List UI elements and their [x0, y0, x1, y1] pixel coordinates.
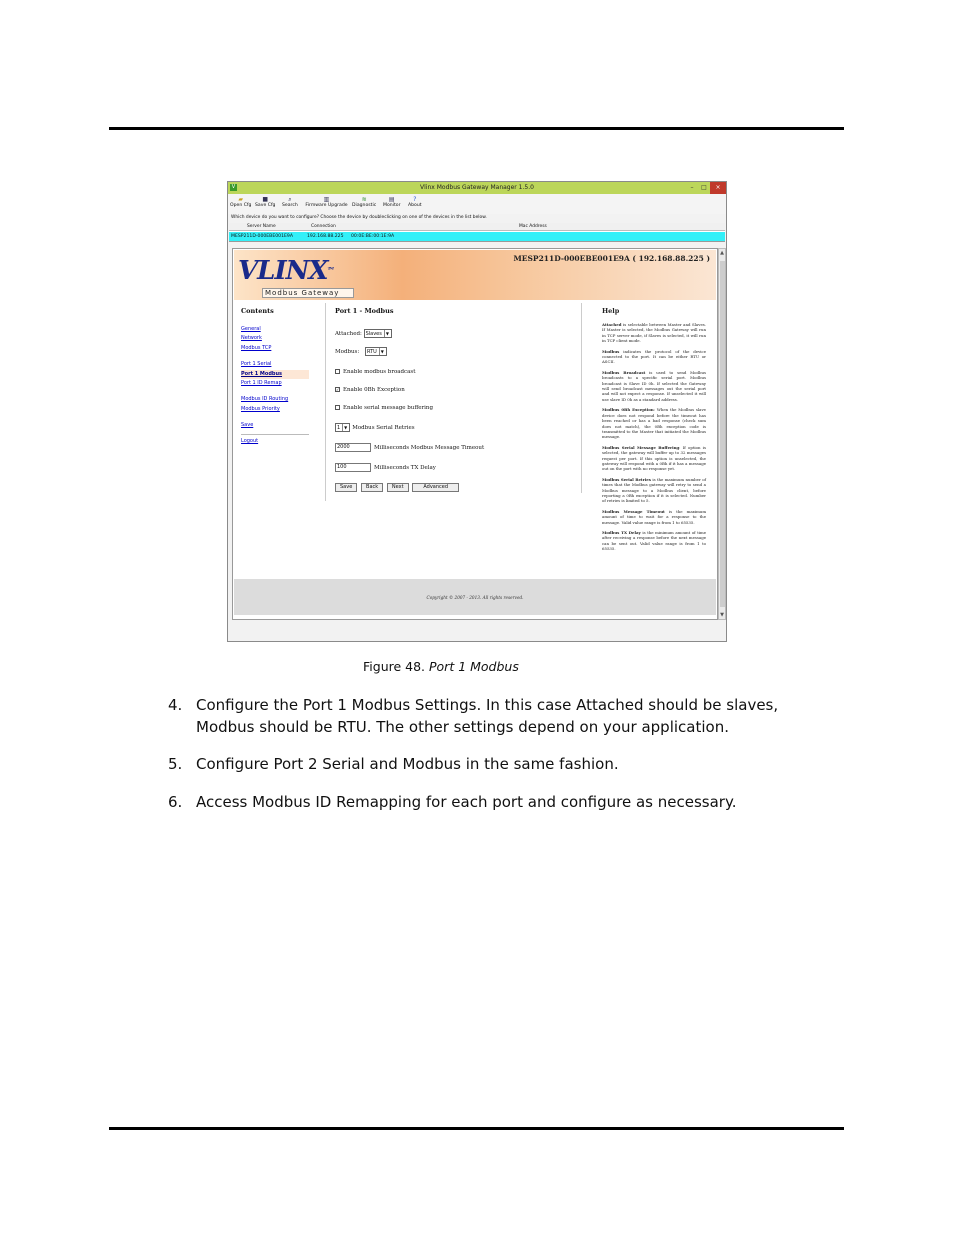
device-list [229, 223, 725, 242]
retries-label: Modbus Serial Retries [352, 425, 415, 431]
header-rule [109, 127, 844, 130]
attached-select[interactable]: Slaves ▼ [364, 329, 392, 338]
txdelay-label: Milliseconds TX Delay [374, 465, 436, 471]
form-title: Port 1 - Modbus [335, 307, 394, 315]
help-paragraph: Modbus 0Bh Exception: When the Modbus slave device does not respond before the timeout has been reached or has a bad response (check sum does not match), the 0Bh exception code is transmitted to the Master that initiated the Modbus message. [602, 407, 706, 440]
nav-port1-modbus[interactable]: Port 1 Modbus [241, 370, 309, 379]
screenshot-figure [227, 181, 727, 642]
back-button[interactable]: Back [361, 483, 383, 492]
port-modbus-form [335, 307, 485, 490]
divider [581, 303, 582, 493]
help-paragraph: Modbus Serial Retries is the maximum number of times that the Modbus gateway will retry to send a Modbus message to a Modbus client, before reporting a 0Bh exception if it is selected. Number of retries is limited to 5. [602, 476, 707, 504]
app-icon: V [231, 184, 236, 190]
scroll-down-icon[interactable]: ▼ [720, 612, 724, 618]
config-webpage [232, 248, 718, 620]
retries-select[interactable]: 1 ▼ [335, 423, 350, 432]
firmware-icon: ▥ [323, 196, 330, 203]
modbus-label: Modbus: [335, 349, 360, 355]
scrollbar-thumb[interactable] [720, 261, 725, 607]
device-prompt: Which device do you want to configure? Choose the device by doubleclicking on one of the devices in the list below. [231, 215, 487, 220]
copyright-text: Copyright © 2007 - 2013. All rights reserved. [426, 595, 524, 600]
help-paragraph: Modbus Serial Message Buffering: If option is selected, the gateway will buffer up to 32 messages request per port. If this option is unselected, the gateway will respond with a 0Bh if it has a message out on the port with no response yet. [602, 444, 706, 472]
device-row[interactable] [229, 232, 725, 241]
modbus-select[interactable]: RTU ▼ [365, 347, 387, 356]
vertical-scrollbar[interactable] [718, 248, 726, 620]
save-button[interactable]: Save [335, 483, 357, 492]
question-icon: ? [413, 196, 417, 203]
diagnostic-button[interactable]: ≋ Diagnostic [352, 196, 377, 208]
timeout-label: Milliseconds Modbus Message Timeout [374, 445, 485, 451]
about-button[interactable]: ? About [408, 196, 422, 208]
figure-caption: Figure 48. Port 1 Modbus [363, 659, 519, 674]
buffering-label: Enable serial message buffering [343, 405, 433, 411]
save-cfg-button[interactable]: ■ Save Cfg [255, 196, 276, 208]
nav-modbus-tcp[interactable]: Modbus TCP [241, 344, 272, 351]
device-ip: 192.168.88.225 [307, 234, 344, 239]
buffering-checkbox[interactable] [335, 405, 340, 410]
close-button[interactable]: × [710, 182, 726, 194]
device-name: MESP211D-000EBE001E9A [231, 234, 293, 239]
nav-modbus-priority[interactable]: Modbus Priority [241, 405, 280, 412]
chevron-down-icon: ▼ [385, 331, 389, 336]
column-header[interactable]: Connection [311, 224, 336, 229]
vlinx-logo: VLINX™ [238, 256, 333, 286]
help-paragraph: Modbus Message Timeout is the maximum amount of time to wait for a response to the message. Valid value range is from 1 to 65535. [602, 508, 707, 525]
banner [234, 250, 716, 300]
attached-label: Attached: [335, 331, 362, 337]
firmware-upgrade-button[interactable]: ▥ Firmware Upgrade [305, 196, 348, 208]
window-title: Vlinx Modbus Gateway Manager 1.5.0 [420, 184, 534, 191]
help-paragraph: Modbus Broadcast is used to send Modbus broadcasts to a specific serial port. Modbus broadcast is Slave ID 0h. If selected the Gateway will send broadcast messages out the serial port and will not expect a response. If unselected it will use slave ID 0h as a standard address. [602, 369, 706, 402]
nav-modbus-id-routing[interactable]: Modbus ID Routing [241, 396, 289, 403]
scroll-up-icon[interactable]: ▲ [720, 250, 724, 256]
search-icon: ⌕ [288, 196, 292, 203]
minimize-button[interactable]: – [690, 184, 694, 191]
help-paragraph: Attached is selectable between Master and Slaves. If Master is selected, the Modbus Gateway will run in TCP server mode, if Slaves is selected, it will run in TCP client mode. [602, 322, 706, 344]
maximize-button[interactable]: □ [701, 184, 707, 191]
footer-rule [109, 1127, 844, 1130]
next-button[interactable]: Next [387, 483, 409, 492]
contents-title: Contents [241, 307, 274, 315]
device-title: MESP211D-000EBE001E9A ( 192.168.88.225 ) [513, 254, 710, 263]
broadcast-checkbox[interactable] [335, 369, 340, 374]
monitor-button[interactable]: ▤ Monitor [383, 196, 401, 208]
exception-0bh-checkbox[interactable]: ✓ [336, 387, 340, 392]
timeout-input[interactable]: 2000 [335, 443, 371, 452]
chevron-down-icon: ▼ [344, 425, 348, 430]
search-button[interactable]: ⌕ Search [282, 196, 298, 208]
column-header[interactable]: Server Name [247, 224, 276, 229]
nav-divider [241, 434, 309, 435]
chevron-down-icon: ▼ [380, 349, 384, 354]
toolbar [228, 194, 726, 214]
save-icon: ■ [262, 196, 269, 203]
broadcast-label: Enable modbus broadcast [343, 369, 416, 375]
device-mac: 00:0E:BE:00:1E:9A [351, 234, 395, 239]
device-list-header [229, 223, 725, 231]
folder-icon: ▰ [238, 196, 244, 203]
nav-port1-id-remap[interactable]: Port 1 ID Remap [241, 380, 282, 387]
txdelay-input[interactable]: 100 [335, 463, 371, 472]
nav-save[interactable]: Save [241, 422, 254, 429]
logo-subtitle: Modbus Gateway [262, 288, 354, 298]
column-header[interactable]: Mac Address [519, 224, 547, 229]
advanced-button[interactable]: Advanced [412, 483, 459, 492]
window-titlebar [228, 182, 726, 194]
help-paragraph: Modbus TX Delay is the minimum amount of time after receiving a response before the next message can be sent out. Valid value range is from 1 to 65535. [602, 530, 707, 552]
help-title: Help [602, 307, 620, 315]
help-paragraph: Modbus indicates the protocol of the device connected to the port. It can be either RTU or ASCII. [602, 348, 706, 365]
nav-general[interactable]: General [241, 326, 261, 332]
monitor-icon: ▤ [388, 196, 395, 203]
nav-port1-serial[interactable]: Port 1 Serial [241, 361, 272, 368]
contents-nav [241, 307, 309, 446]
open-cfg-button[interactable]: ▰ Open Cfg [230, 196, 252, 208]
nav-logout[interactable]: Logout [241, 437, 259, 444]
copyright-footer [234, 579, 716, 615]
diagnostic-icon: ≋ [361, 196, 367, 203]
exception-0bh-label: Enable 0Bh Exception [343, 387, 405, 393]
help-panel [602, 307, 706, 557]
nav-network[interactable]: Network [241, 335, 262, 342]
divider [325, 303, 326, 501]
